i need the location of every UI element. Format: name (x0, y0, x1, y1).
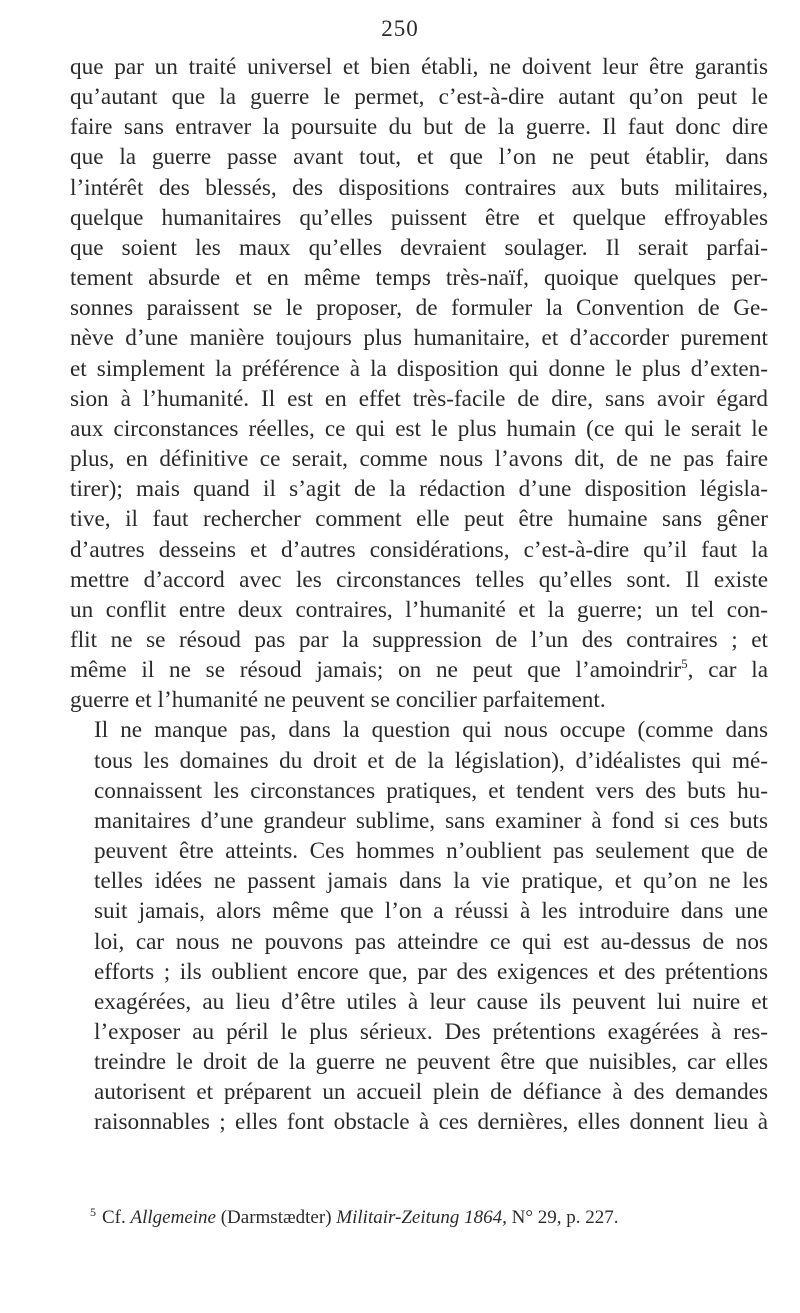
text-line: aux circonstances réelles, ce qui est le plus humain (ce qui le serait le (70, 415, 768, 442)
text-line: que la guerre passe avant tout, et que l’on ne peut établir, dans (70, 144, 768, 171)
text-line: plus, en définitive ce serait, comme nous l’avons dit, de ne pas faire (70, 446, 768, 473)
text-line-with-footnote-ref (70, 655, 768, 685)
text-segment: , car la (687, 657, 768, 684)
footnote (90, 1205, 770, 1231)
text-line: connaissent les circonstances pratiques, et tendent vers des buts hu- (94, 777, 768, 804)
text-line: l’exposer au péril le plus sérieux. Des prétentions exagérées à res- (94, 1019, 768, 1045)
text-line: tirer); mais quand il s’agit de la rédaction d’une disposition législa- (70, 476, 768, 503)
text-line: guerre et l’humanité ne peuvent se concilier parfaitement. (70, 687, 606, 714)
footnote-journal: Allgemeine (130, 1207, 216, 1228)
text-line: telles idées ne passent jamais dans la vie pratique, et qu’on ne les (94, 868, 768, 895)
text-line: treindre le droit de la guerre ne peuvent être que nuisibles, car elles (94, 1049, 768, 1076)
text-line: l’intérêt des blessés, des dispositions contraires aux buts militaires, (70, 174, 768, 201)
text-line: tement absurde et en même temps très-naïf, quoique quelques per- (70, 265, 768, 292)
text-line: quelque humanitaires qu’elles puissent être et quelque effroyables (70, 204, 768, 231)
text-line: que par un traité universel et bien établi, ne doivent leur être garantis (70, 54, 768, 80)
footnote-marker: 5 (90, 1205, 96, 1219)
text-line: exagérées, au lieu d’être utiles à leur cause ils peuvent lui nuire et (94, 988, 768, 1015)
text-line: sonnes paraissent se le proposer, de formuler la Convention de Ge- (70, 295, 768, 322)
text-line: suit jamais, alors même que l’on a réussi à les introduire dans une (94, 898, 768, 925)
text-line: efforts ; ils oublient encore que, par des exigences et des prétentions (94, 958, 768, 985)
text-line: tous les domaines du droit et de la législation), d’idéalistes qui mé- (94, 747, 768, 774)
text-line: d’autres desseins et d’autres considérations, c’est-à-dire qu’il faut la (70, 536, 768, 563)
text-line: et simplement la préférence à la disposition qui donne le plus d’exten- (70, 355, 768, 382)
paragraph-2 (70, 715, 768, 1137)
text-line: autorisent et préparent un accueil plein de défiance à des demandes (94, 1079, 768, 1106)
text-line: sion à l’humanité. Il est en effet très-facile de dire, sans avoir égard (70, 385, 768, 412)
footnote-page: p. 227. (566, 1207, 619, 1228)
text-line: tive, il faut rechercher comment elle peut être humaine sans gêner (70, 506, 768, 533)
footnote-issue: N° 29, (511, 1207, 562, 1228)
footnote-reference[interactable]: 5 (681, 656, 688, 672)
text-line: un conflit entre deux contraires, l’humanité et la guerre; un tel con- (70, 596, 768, 623)
footnote-publisher: (Darmstædter) (220, 1207, 332, 1228)
text-line: Il ne manque pas, dans la question qui nous occupe (comme dans (94, 717, 768, 744)
text-line: faire sans entraver la poursuite du but de la guerre. Il faut donc dire (70, 114, 768, 141)
paragraph-1 (70, 52, 768, 715)
footnote-title: Militair-Zeitung 1864, (336, 1207, 507, 1228)
text-line: mettre d’accord avec les circonstances telles qu’elles sont. Il existe (70, 566, 768, 593)
text-line: que soient les maux qu’elles devraient soulager. Il serait parfai- (70, 234, 768, 261)
footnote-prefix: Cf. (102, 1207, 126, 1228)
text-line: qu’autant que la guerre le permet, c’est-à-dire autant qu’on peut le (70, 84, 768, 111)
text-line: loi, car nous ne pouvons pas atteindre ce qui est au-dessus de nos (94, 928, 768, 955)
text-line: peuvent être atteints. Ces hommes n’oublient pas seulement que de (94, 838, 768, 865)
text-line: manitaires d’une grandeur sublime, sans examiner à fond si ces buts (94, 807, 768, 834)
page-number: 250 (381, 16, 419, 41)
text-segment: même il ne se résoud jamais; on ne peut que l’amoindrir (70, 657, 682, 684)
text-line: flit ne se résoud pas par la suppression de l’un des contraires ; et (70, 626, 768, 653)
text-line: raisonnables ; elles font obstacle à ces dernières, elles donnent lieu à (94, 1109, 768, 1136)
body-text (70, 52, 768, 1138)
text-line: nève d’une manière toujours plus humanitaire, et d’accorder purement (70, 325, 768, 352)
